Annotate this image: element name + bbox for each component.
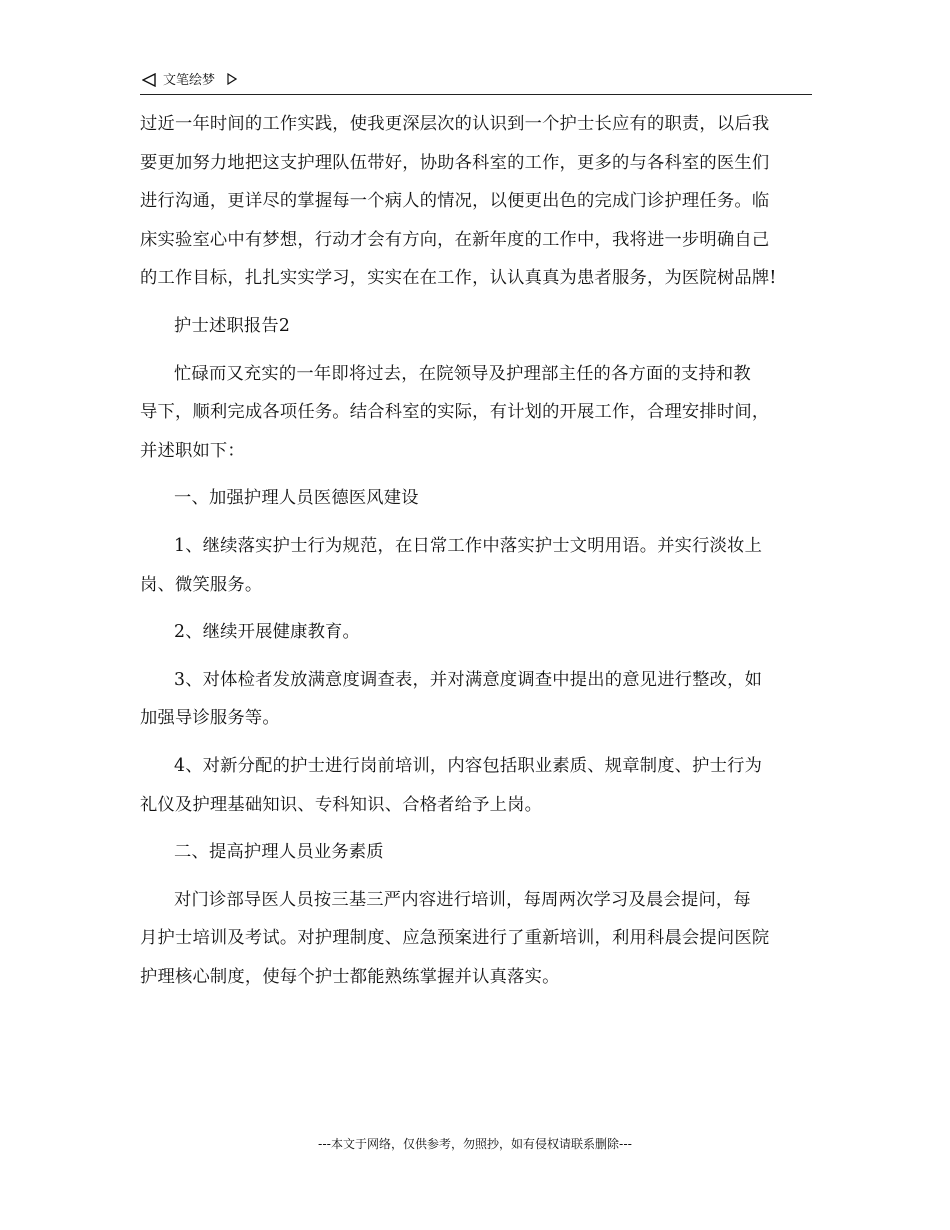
section-heading-1 (140, 479, 812, 518)
report-title (140, 307, 812, 346)
text-line: 加强导诊服务等。 (140, 708, 280, 729)
text-line: 二、提高护理人员业务素质 (174, 842, 384, 863)
paragraph-intro (140, 105, 812, 298)
text-line: 进行沟通，更详尽的掌握每一个病人的情况，以便更出色的完成门诊护理任务。临 (140, 191, 770, 212)
text-line: 礼仪及护理基础知识、专科知识、合格者给予上岗。 (140, 794, 543, 815)
text-line: 床实验室心中有梦想，行动才会有方向，在新年度的工作中，我将进一步明确自己 (140, 229, 770, 250)
text-line: 对门诊部导医人员按三基三严内容进行培训，每周两次学习及晨会提问，每 (174, 889, 751, 910)
paragraph-training (140, 881, 812, 997)
list-item-2 (140, 613, 812, 652)
page-header (140, 70, 812, 95)
list-item-4 (140, 747, 812, 824)
text-line: 2、继续开展健康教育。 (174, 622, 361, 643)
triangle-right-icon (227, 73, 237, 85)
section-heading-2 (140, 833, 812, 872)
text-line: 并述职如下： (140, 440, 245, 461)
text-line: 的工作目标，扎扎实实学习，实实在在工作，认认真真为患者服务，为医院树品牌! (140, 268, 777, 289)
text-line: 一、加强护理人员医德医风建设 (174, 488, 419, 509)
text-line: 4、对新分配的护士进行岗前培训，内容包括职业素质、规章制度、护士行为 (174, 755, 763, 776)
list-item-1 (140, 527, 812, 604)
page-footer: ---本文于网络，仅供参考，勿照抄，如有侵权请联系删除--- (318, 1137, 632, 1151)
list-item-3 (140, 661, 812, 738)
text-line: 护理核心制度，使每个护士都能熟练掌握并认真落实。 (140, 966, 560, 987)
text-line: 岗、微笑服务。 (140, 574, 263, 595)
triangle-left-icon (142, 73, 156, 87)
text-line: 护士述职报告2 (174, 315, 291, 336)
text-line: 导下，顺利完成各项任务。结合科室的实际，有计划的开展工作，合理安排时间， (140, 402, 770, 423)
paragraph-opening (140, 355, 812, 471)
header-brand: 文笔绘梦 (163, 73, 216, 88)
text-line: 1、继续落实护士行为规范，在日常工作中落实护士文明用语。并实行淡妆上 (174, 535, 763, 556)
document-body (140, 105, 812, 996)
text-line: 过近一年时间的工作实践，使我更深层次的认识到一个护士长应有的职责，以后我 (140, 114, 770, 134)
text-line: 3、对体检者发放满意度调查表，并对满意度调查中提出的意见进行整改，如 (174, 669, 763, 690)
text-line: 月护士培训及考试。对护理制度、应急预案进行了重新培训，利用科晨会提问医院 (140, 928, 770, 949)
text-line: 要更加努力地把这支护理队伍带好，协助各科室的工作，更多的与各科室的医生们 (140, 152, 770, 173)
text-line: 忙碌而又充实的一年即将过去，在院领导及护理部主任的各方面的支持和教 (174, 363, 751, 384)
